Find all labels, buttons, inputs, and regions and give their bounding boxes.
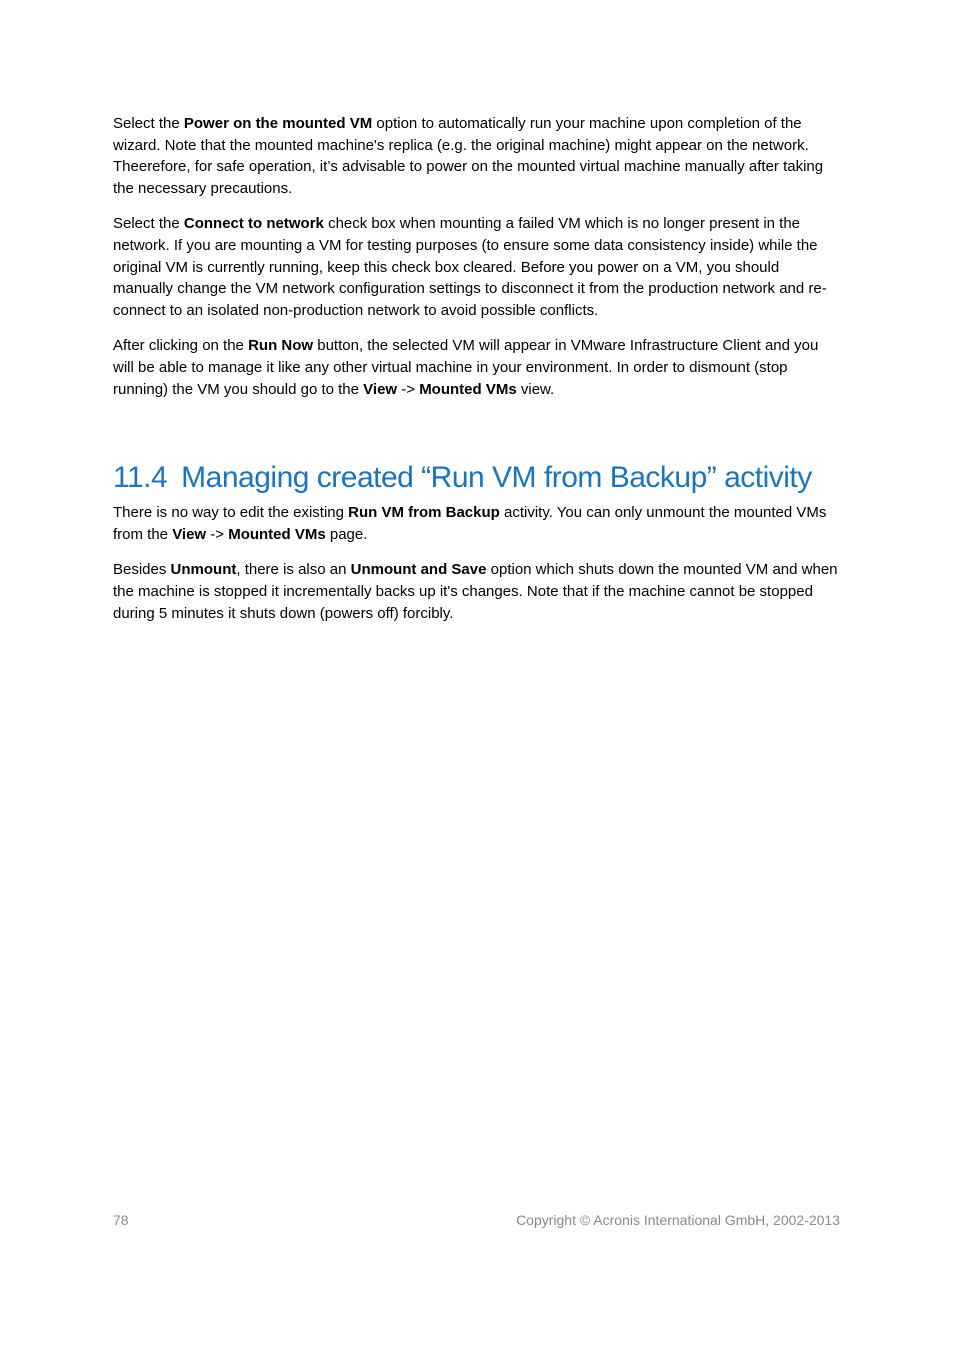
paragraph-unmount-save (113, 559, 838, 624)
text-run: button, the selected VM will appear in VMware Infrastructure Client and you will be able to manage it like any other virtual machine in your environment. In order to dismount (stop running) the VM you should go to the (113, 337, 819, 398)
document-page (113, 113, 838, 638)
bold-term: View (172, 525, 207, 543)
text-run: check box when mounting a failed VM which is no longer present in the network. If you are mounting a VM for testing purposes (to ensure some data consistency inside) while the original VM is currently running, keep this check box cleared. Before you power on a VM, you should manually change the VM network configuration settings to disconnect it from the production network and re-connect to an isolated non-production network to avoid possible conflicts. (113, 215, 827, 319)
text-run: -> (206, 525, 229, 543)
section-paragraphs (113, 502, 838, 624)
text-run: activity. You can only unmount the mounted VMs from the (113, 504, 827, 543)
bold-term: Mounted VMs (228, 525, 326, 543)
text-run: option which shuts down the mounted VM and when the machine is stopped it incrementally backs up it's changes. Note that if the machine cannot be stopped during 5 minutes it shuts down (powers off) forcibly. (113, 561, 838, 622)
paragraph-connect-network (113, 213, 838, 321)
text-run: There is no way to edit the existing (113, 504, 349, 522)
bold-term: Unmount and Save (350, 561, 487, 579)
intro-paragraphs (113, 113, 838, 400)
page-number: 78 (113, 1212, 129, 1228)
bold-term: View (363, 380, 398, 398)
bold-term: Run VM from Backup (348, 504, 500, 522)
paragraph-power-on (113, 113, 838, 199)
section-number: 11.4 (113, 461, 168, 495)
text-run: view. (516, 380, 555, 398)
bold-term: Connect to network (183, 215, 324, 233)
paragraph-run-now (113, 335, 838, 400)
text-run: page. (325, 525, 368, 543)
bold-term: Mounted VMs (419, 380, 517, 398)
text-run: option to automatically run your machine upon completion of the wizard. Note that the mounted machine's replica (e.g. the original machine) might appear on the network. Theerefore, for safe operation, it’s advisable to power on the mounted virtual machine manually after taking the necessary precautions. (113, 115, 824, 197)
paragraph-edit-activity (113, 502, 838, 545)
page-footer (113, 1212, 840, 1232)
text-run: Besides (113, 561, 171, 579)
text-run: Select the (113, 215, 184, 233)
copyright-notice: Copyright © Acronis International GmbH, 2002-2013 (516, 1212, 840, 1228)
bold-term: Power on the mounted VM (183, 115, 373, 132)
section-heading (113, 458, 838, 498)
text-run: After clicking on the (113, 337, 249, 355)
text-run: -> (397, 380, 420, 398)
text-run: , there is also an (236, 561, 351, 579)
text-run: Select the (113, 115, 184, 132)
bold-term: Unmount (170, 561, 237, 579)
section-title: Managing created “Run VM from Backup” activity (181, 461, 812, 495)
bold-term: Run Now (248, 337, 314, 355)
